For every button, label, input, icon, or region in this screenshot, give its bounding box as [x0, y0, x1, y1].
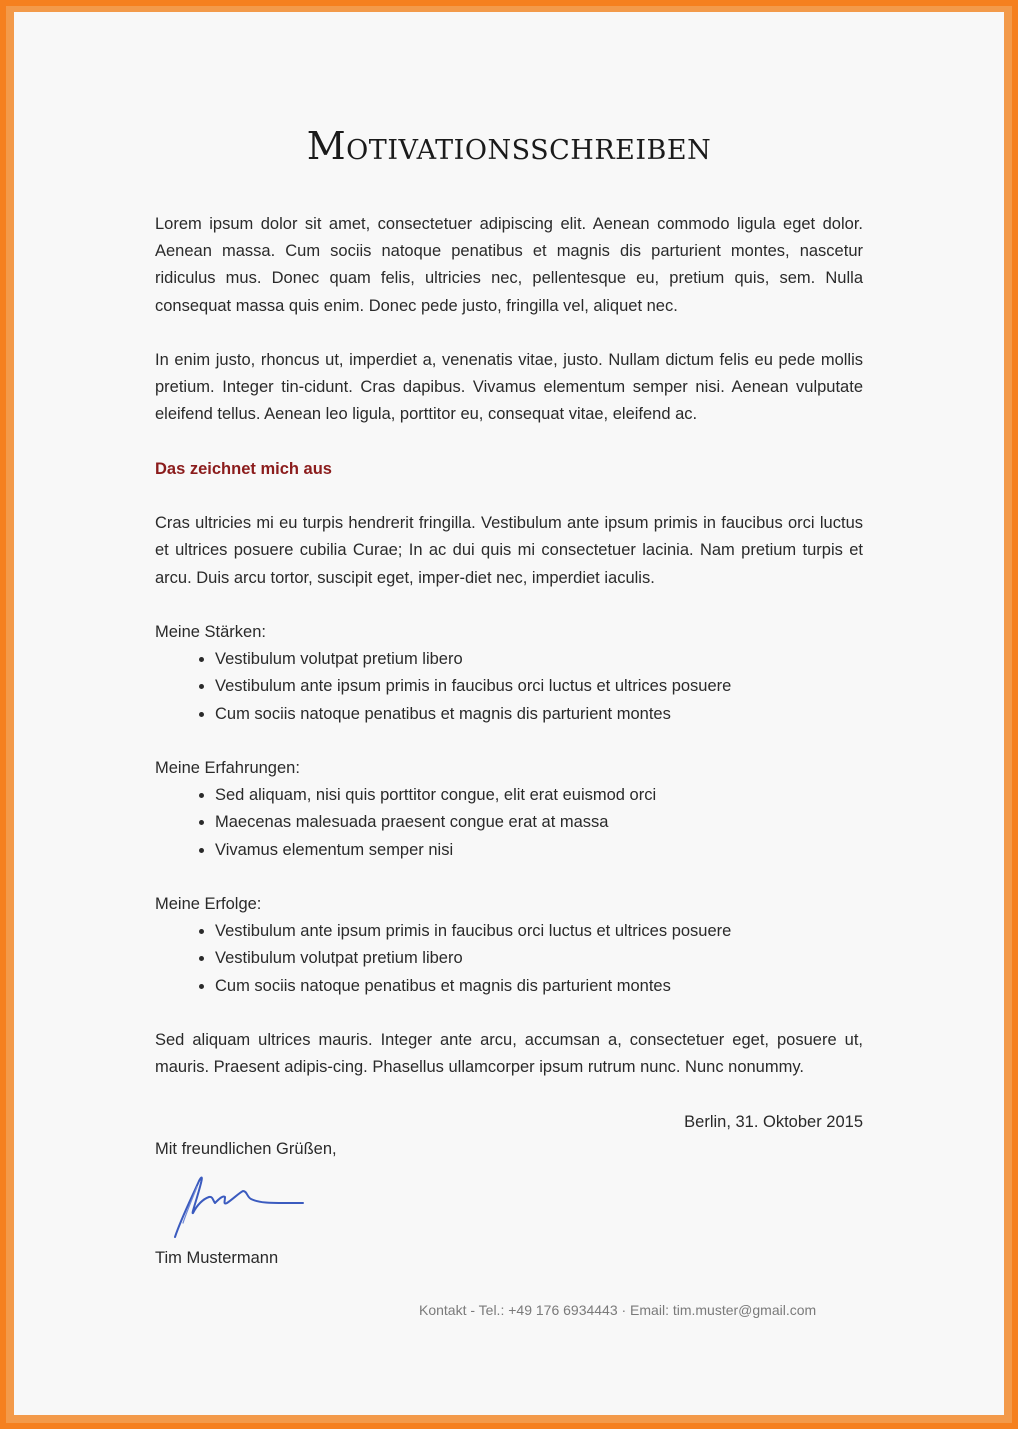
list-item: • Vestibulum volutpat pretium libero	[215, 646, 863, 673]
list-item: • Cum sociis natoque penatibus et magnis dis parturient montes	[215, 973, 863, 1000]
list-item: • Sed aliquam, nisi quis porttitor congue, elit erat euismod orci	[215, 782, 863, 809]
list-item: • Vestibulum volutpat pretium libero	[215, 945, 863, 972]
signature-icon	[163, 1163, 313, 1245]
achievements-title: Meine Erfolge:	[155, 894, 262, 913]
document-title: Motivationsschreiben	[306, 124, 712, 168]
list-item: • Maecenas malesuada praesent congue erat at massa	[215, 809, 863, 836]
strengths-list	[155, 646, 863, 728]
section-paragraph: Cras ultricies mi eu turpis hendrerit fringilla. Vestibulum ante ipsum primis in faucibus orci luctus et ultrices posuere cubilia Curae; In ac dui quis mi consectetuer lacinia. Nam pretium turpis et arcu. Duis arcu tortor, suscipit eget, imper-diet nec, imperdiet iaculis.	[155, 514, 863, 587]
list-item: • Vestibulum ante ipsum primis in faucibus orci luctus et ultrices posuere	[215, 673, 863, 700]
list-item: • Vestibulum ante ipsum primis in faucibus orci luctus et ultrices posuere	[215, 918, 863, 945]
achievements-list	[155, 918, 863, 1000]
greeting: Mit freundlichen Grüßen,	[155, 1139, 337, 1158]
intro-paragraph-1: Lorem ipsum dolor sit amet, consectetuer adipiscing elit. Aenean commodo ligula eget dolor. Aenean massa. Cum sociis natoque penatibus et magnis dis parturient montes, nascetur ridiculus mus. Donec quam felis, ultricies nec, pellentesque eu, pretium quis, sem. Nulla consequat massa quis enim. Donec pede justo, fringilla vel, aliquet nec.	[155, 215, 863, 315]
letter-date: Berlin, 31. Oktober 2015	[684, 1112, 863, 1131]
letter-body	[155, 211, 863, 1272]
list-item: • Vivamus elementum semper nisi	[215, 837, 863, 864]
signer-name: Tim Mustermann	[155, 1248, 279, 1267]
contact-footer: Kontakt - Tel.: +49 176 6934443 · Email: tim.muster@gmail.com	[419, 1302, 817, 1318]
experience-list	[155, 782, 863, 864]
document-page	[14, 12, 1004, 1415]
intro-paragraph-2: In enim justo, rhoncus ut, imperdiet a, venenatis vitae, justo. Nullam dictum felis eu pede mollis pretium. Integer tin-cidunt. Cras dapibus. Vivamus elementum semper nisi. Aenean vulputate eleifend tellus. Aenean leo ligula, porttitor eu, consequat vitae, eleifend ac.	[155, 351, 863, 424]
strengths-title: Meine Stärken:	[155, 622, 266, 641]
section-heading: Das zeichnet mich aus	[155, 459, 332, 478]
experience-title: Meine Erfahrungen:	[155, 758, 300, 777]
handwritten-signature	[155, 1163, 863, 1245]
list-item: • Cum sociis natoque penatibus et magnis dis parturient montes	[215, 701, 863, 728]
closing-paragraph: Sed aliquam ultrices mauris. Integer ante arcu, accumsan a, consectetuer eget, posuere ut, mauris. Praesent adipis-cing. Phasellus ullamcorper ipsum rutrum nunc. Nunc nonummy.	[155, 1030, 863, 1077]
